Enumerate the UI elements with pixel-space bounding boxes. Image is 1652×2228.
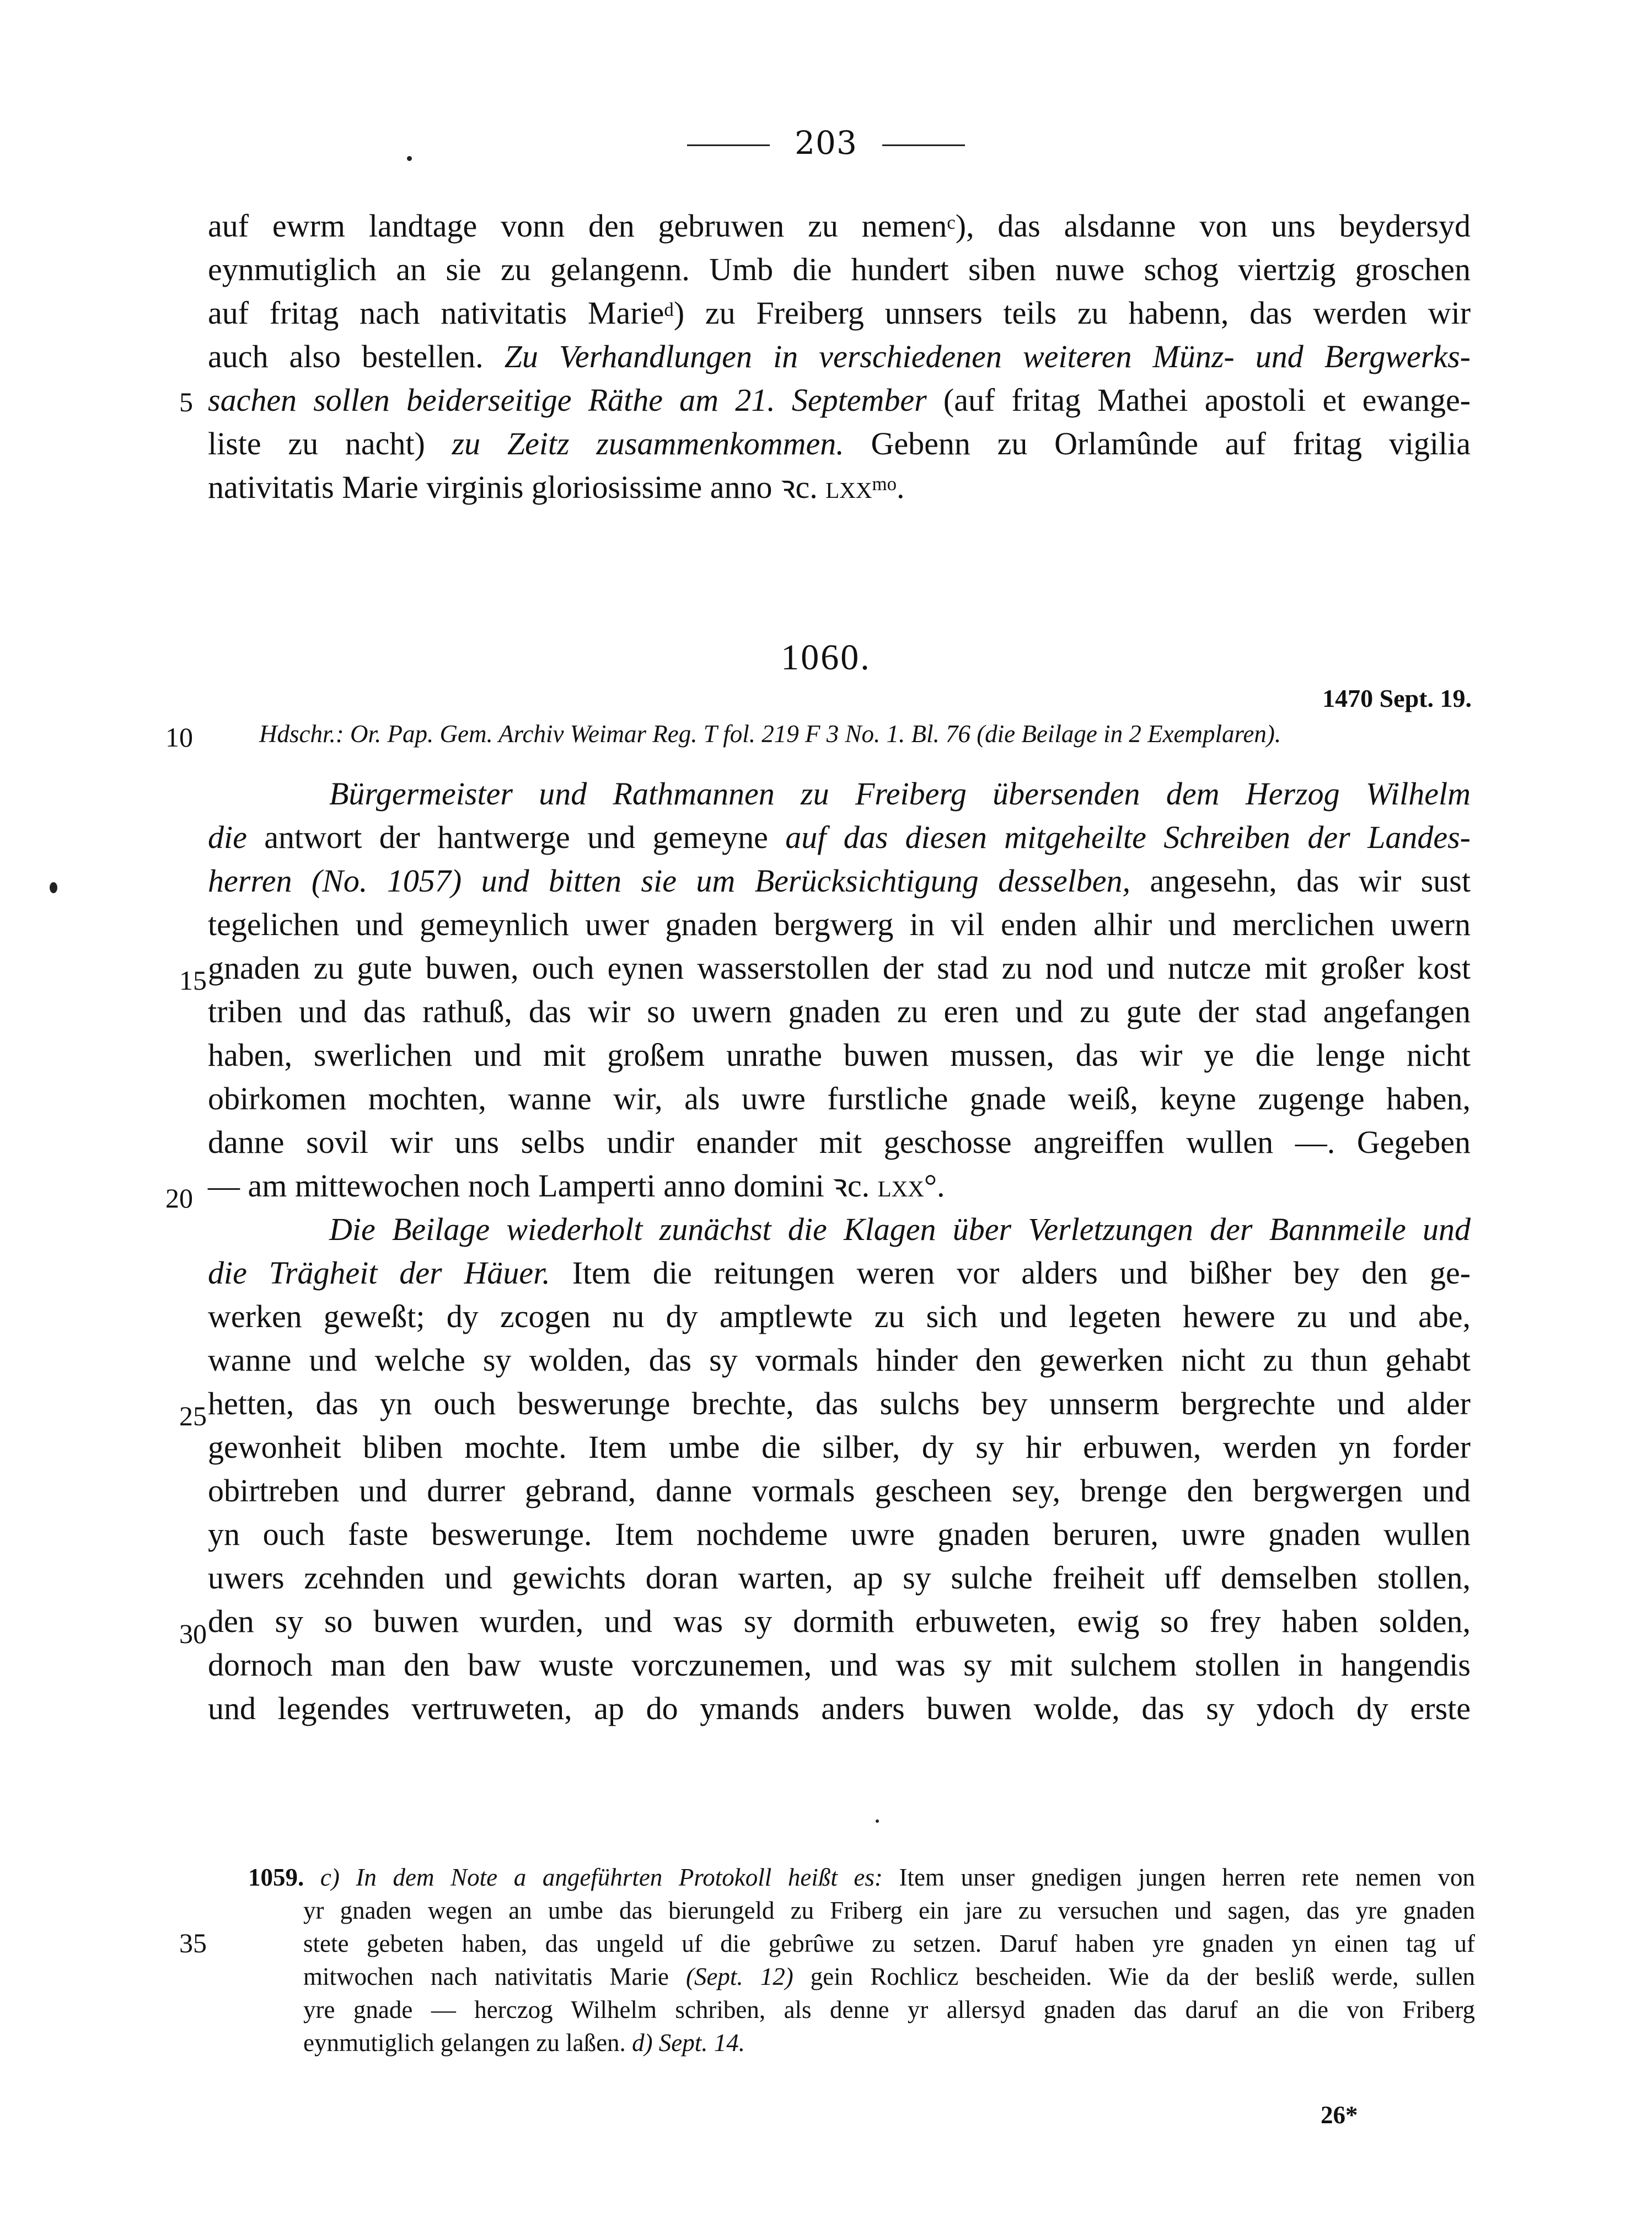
text-line: obirkomen mochten, wanne wir, als uwre furstliche gnade weiß, keyne zugenge haben, bbox=[208, 1081, 1471, 1116]
text-line: liste zu nacht) zu Zeitz zusammenkommen. Gebenn zu Orlamûnde auf fritag vigilia bbox=[208, 426, 1471, 461]
text-line: uwers zcehnden und gewichts doran warten, ap sy sulche freiheit uff demselben stollen, bbox=[208, 1560, 1471, 1596]
text-line: herren (No. 1057) und bitten sie um Berücksichtigung desselben, angesehn, das wir sust bbox=[208, 863, 1471, 899]
text-line: eynmutiglich an sie zu gelangenn. Umb die hundert siben nuwe schog viertzig groschen bbox=[208, 251, 1471, 287]
text-line: obirtreben und durrer gebrand, danne vormals gescheen sey, brenge den bergwergen und bbox=[208, 1473, 1471, 1508]
footnote-line: stete gebeten haben, das ungeld uf die gebrûwe zu setzen. Daruf haben yre gnaden yn einen tag uf bbox=[303, 1930, 1475, 1957]
page-number: 203 bbox=[795, 124, 857, 162]
line-number: 25 bbox=[179, 1400, 207, 1431]
text-line: nativitatis Marie virginis gloriosissime anno ꝛc. lxx$^{mo}$. bbox=[208, 469, 905, 505]
continuation-paragraph bbox=[208, 204, 1471, 509]
footnote-line: eynmutiglich gelangen zu laßen. d) Sept. 14. bbox=[303, 2029, 745, 2057]
page-header bbox=[0, 124, 1652, 162]
text-line: haben, swerlichen und mit großem unrathe buwen mussen, das wir ye die lenge nicht bbox=[208, 1037, 1471, 1073]
text-line: sachen sollen beiderseitige Räthe am 21. September (auf fritag Mathei apostoli et ewange- bbox=[208, 382, 1471, 418]
text-line: yn ouch faste beswerunge. Item nochdeme uwre gnaden beruren, uwre gnaden wullen bbox=[208, 1516, 1471, 1552]
text-line: die Trägheit der Häuer. Item die reitungen weren vor alders und bißher bey den ge- bbox=[208, 1255, 1471, 1291]
signature-mark: 26* bbox=[1321, 2101, 1358, 2129]
text-line: wanne und welche sy wolden, das sy vormals hinder den gewerken nicht zu thun gehabt bbox=[208, 1342, 1471, 1378]
text-line: — am mittewochen noch Lamperti anno domini ꝛc. lxx°. bbox=[208, 1168, 945, 1204]
text-line: hetten, das yn ouch beswerunge brechte, das sulchs bey unnserm bergrechte und alder bbox=[208, 1386, 1471, 1421]
print-speck bbox=[407, 156, 412, 161]
print-speck bbox=[50, 882, 57, 893]
footnote-line: yr gnaden wegen an umbe das bierungeld zu Friberg ein jare zu versuchen und sagen, das yre gnaden bbox=[303, 1897, 1475, 1924]
text-line: den sy so buwen wurden, und was sy dormith erbuweten, ewig so frey haben solden, bbox=[208, 1603, 1471, 1639]
text-line: auf fritag nach nativitatis Marie$^d$) zu Freiberg unnsers teils zu habenn, das werden wir bbox=[208, 295, 1471, 331]
header-rule-right bbox=[882, 144, 965, 146]
text-line: werken geweßt; dy zcogen nu dy amptlewte zu sich und legeten hewere zu und abe, bbox=[208, 1298, 1471, 1334]
line-number: 5 bbox=[179, 386, 193, 417]
footnote-line: mitwochen nach nativitatis Marie (Sept. 12) gein Rochlicz bescheiden. Wie da der besliß werde, sullen bbox=[303, 1963, 1475, 1990]
text-line: danne sovil wir uns selbs undir enander mit geschosse angreiffen wullen —. Gegeben bbox=[208, 1124, 1471, 1160]
line-number: 20 bbox=[165, 1183, 193, 1214]
text-line: gewonheit bliben mochte. Item umbe die silber, dy sy hir erbuwen, werden yn forder bbox=[208, 1429, 1471, 1465]
header-rule-left bbox=[687, 144, 770, 146]
text-line: dornoch man den baw wuste vorczunemen, und was sy mit sulchem stollen in hangendis bbox=[208, 1647, 1471, 1683]
source-citation: Hdschr.: Or. Pap. Gem. Archiv Weimar Reg. T fol. 219 F 3 No. 1. Bl. 76 (die Beilage in 2 Exemplaren). bbox=[259, 720, 1281, 748]
line-number: 30 bbox=[179, 1618, 207, 1649]
footnote bbox=[248, 1861, 1475, 2059]
text-line: gnaden zu gute buwen, ouch eynen wasserstollen der stad zu nod und nutcze mit großer kost bbox=[208, 950, 1471, 986]
text-line: triben und das rathuß, das wir so uwern gnaden zu eren und zu gute der stad angefangen bbox=[208, 994, 1471, 1029]
line-number: 35 bbox=[179, 1928, 207, 1958]
document-date: 1470 Sept. 19. bbox=[1322, 684, 1472, 712]
document-number: 1060. bbox=[781, 637, 871, 678]
text-line: auch also bestellen. Zu Verhandlungen in verschiedenen weiteren Münz- und Bergwerks- bbox=[208, 339, 1471, 374]
print-speck bbox=[876, 1819, 879, 1823]
text-line: Die Beilage wiederholt zunächst die Klagen über Verletzungen der Bannmeile und bbox=[329, 1211, 1471, 1247]
footnote-line: yre gnade — herczog Wilhelm schriben, als denne yr allersyd gnaden das daruf an die von Friberg bbox=[303, 1996, 1475, 2023]
text-line: tegelichen und gemeynlich uwer gnaden bergwerg in vil enden alhir und merclichen uwern bbox=[208, 906, 1471, 942]
text-line: und legendes vertruweten, ap do ymands anders buwen wolde, das sy ydoch dy erste bbox=[208, 1690, 1471, 1726]
line-number: 15 bbox=[179, 965, 207, 996]
footnote-line: 1059. c) In dem Note a angeführten Protokoll heißt es: Item unser gnedigen jungen herren rete nemen von bbox=[248, 1864, 1475, 1891]
line-number: 10 bbox=[165, 722, 193, 753]
text-line: auf ewrm landtage vonn den gebruwen zu nemen$^c$), das alsdanne von uns beydersyd bbox=[208, 208, 1471, 244]
text-line: Bürgermeister und Rathmannen zu Freiberg übersenden dem Herzog Wilhelm bbox=[329, 776, 1471, 812]
document-body bbox=[208, 772, 1471, 1730]
text-line: die antwort der hantwerge und gemeyne auf das diesen mitgeheilte Schreiben der Landes- bbox=[208, 819, 1471, 855]
